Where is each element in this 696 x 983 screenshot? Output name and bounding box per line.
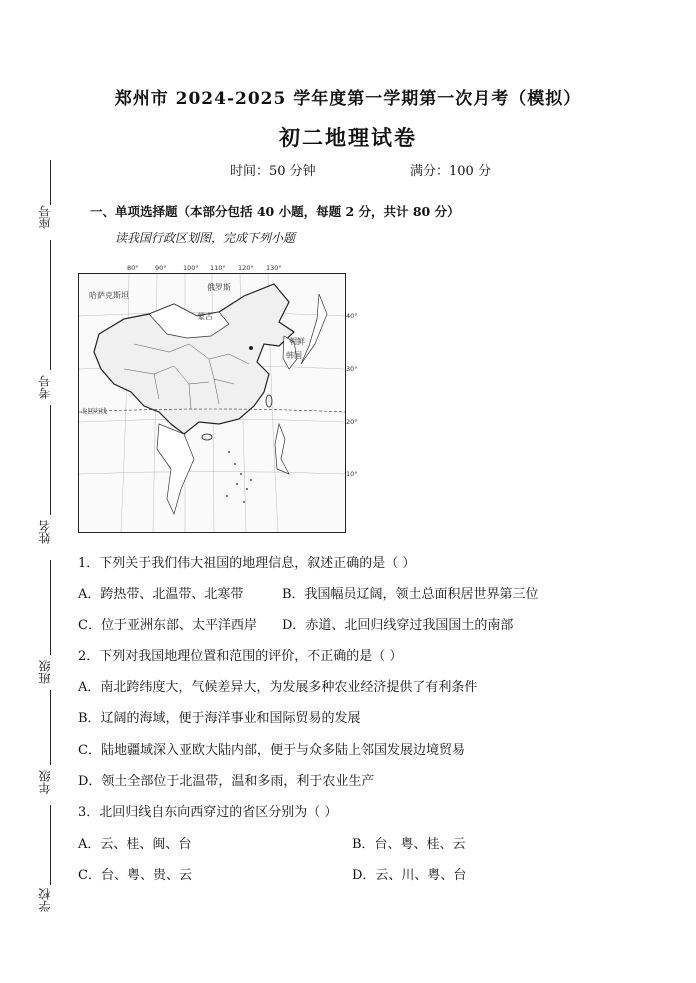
question-2-option-d: D．领土全部位于北温带，温和多雨，利于农业生产 xyxy=(78,774,375,789)
latitude-label: 10° xyxy=(346,470,358,478)
longitude-label: 90° xyxy=(155,264,167,272)
margin-label-name: 姓名 xyxy=(38,520,52,544)
question-3-option-a: A．云、桂、闽、台 xyxy=(78,837,192,852)
exam-subtitle: 初二地理试卷 xyxy=(279,125,417,150)
section-instruction: 读我国行政区划图，完成下列小题 xyxy=(115,231,296,245)
margin-label-exam-number: 考号 xyxy=(38,375,52,399)
margin-label-school: 学校 xyxy=(38,888,52,912)
longitude-label: 120° xyxy=(238,264,254,272)
margin-label-grade: 年级 xyxy=(38,770,52,794)
longitude-label: 100° xyxy=(183,264,199,272)
map-label-mongolia: 蒙古 xyxy=(197,312,213,321)
margin-line xyxy=(50,690,51,765)
question-2-option-c: C．陆地疆域深入亚欧大陆内部，便于与众多陆上邻国发展边境贸易 xyxy=(78,743,465,758)
map-label-kazakhstan: 哈萨克斯坦 xyxy=(89,291,129,300)
question-2-option-a: A．南北跨纬度大，气候差异大，为发展多种农业经济提供了有利条件 xyxy=(78,680,478,695)
map-label-tropic: 北回归线 xyxy=(81,407,107,415)
question-3-stem: 3．北回归线自东向西穿过的省区分别为（ ） xyxy=(78,805,338,820)
margin-line xyxy=(50,805,51,885)
exam-score: 满分：100 分 xyxy=(410,164,491,179)
latitude-label: 30° xyxy=(346,365,358,373)
margin-label-class: 班级 xyxy=(38,660,52,684)
longitude-label: 110° xyxy=(210,264,226,272)
question-1-option-d: D．赤道、北回归线穿过我国国土的南部 xyxy=(282,618,514,633)
question-3-option-d: D．云、川、粤、台 xyxy=(352,868,467,883)
latitude-label: 40° xyxy=(346,312,358,320)
china-administrative-map xyxy=(78,273,346,533)
exam-time: 时间：50 分钟 xyxy=(230,164,316,179)
longitude-label: 130° xyxy=(266,264,282,272)
longitude-label: 80° xyxy=(127,264,139,272)
map-label-korea: 韩国 xyxy=(286,351,302,360)
margin-line xyxy=(50,405,51,515)
margin-line xyxy=(50,240,51,370)
margin-line xyxy=(50,560,51,655)
map-label-dprk: 朝鲜 xyxy=(289,337,305,346)
section-heading: 一、单项选择题（本部分包括 40 小题，每题 2 分，共计 80 分） xyxy=(90,204,460,219)
question-1-option-b: B．我国幅员辽阔，领土总面积居世界第三位 xyxy=(282,587,539,602)
question-3-option-c: C．台、粤、贵、云 xyxy=(78,868,192,883)
question-1-option-a: A．跨热带、北温带、北寒带 xyxy=(78,587,244,602)
question-1-stem: 1．下列关于我们伟大祖国的地理信息，叙述正确的是（ ） xyxy=(78,556,416,571)
question-2-option-b: B．辽阔的海域，便于海洋事业和国际贸易的发展 xyxy=(78,711,361,726)
margin-line xyxy=(50,160,51,205)
margin-label-seat: 座号 xyxy=(38,205,52,229)
question-1-option-c: C．位于亚洲东部、太平洋西岸 xyxy=(78,618,257,633)
question-2-stem: 2．下列对我国地理位置和范围的评价，不正确的是（ ） xyxy=(78,649,403,664)
question-3-option-b: B．台、粤、桂、云 xyxy=(352,837,466,852)
exam-title: 郑州市 2024-2025 学年度第一学期第一次月考（模拟） xyxy=(114,89,582,109)
latitude-label: 20° xyxy=(346,418,358,426)
map-label-russia: 俄罗斯 xyxy=(207,283,231,292)
